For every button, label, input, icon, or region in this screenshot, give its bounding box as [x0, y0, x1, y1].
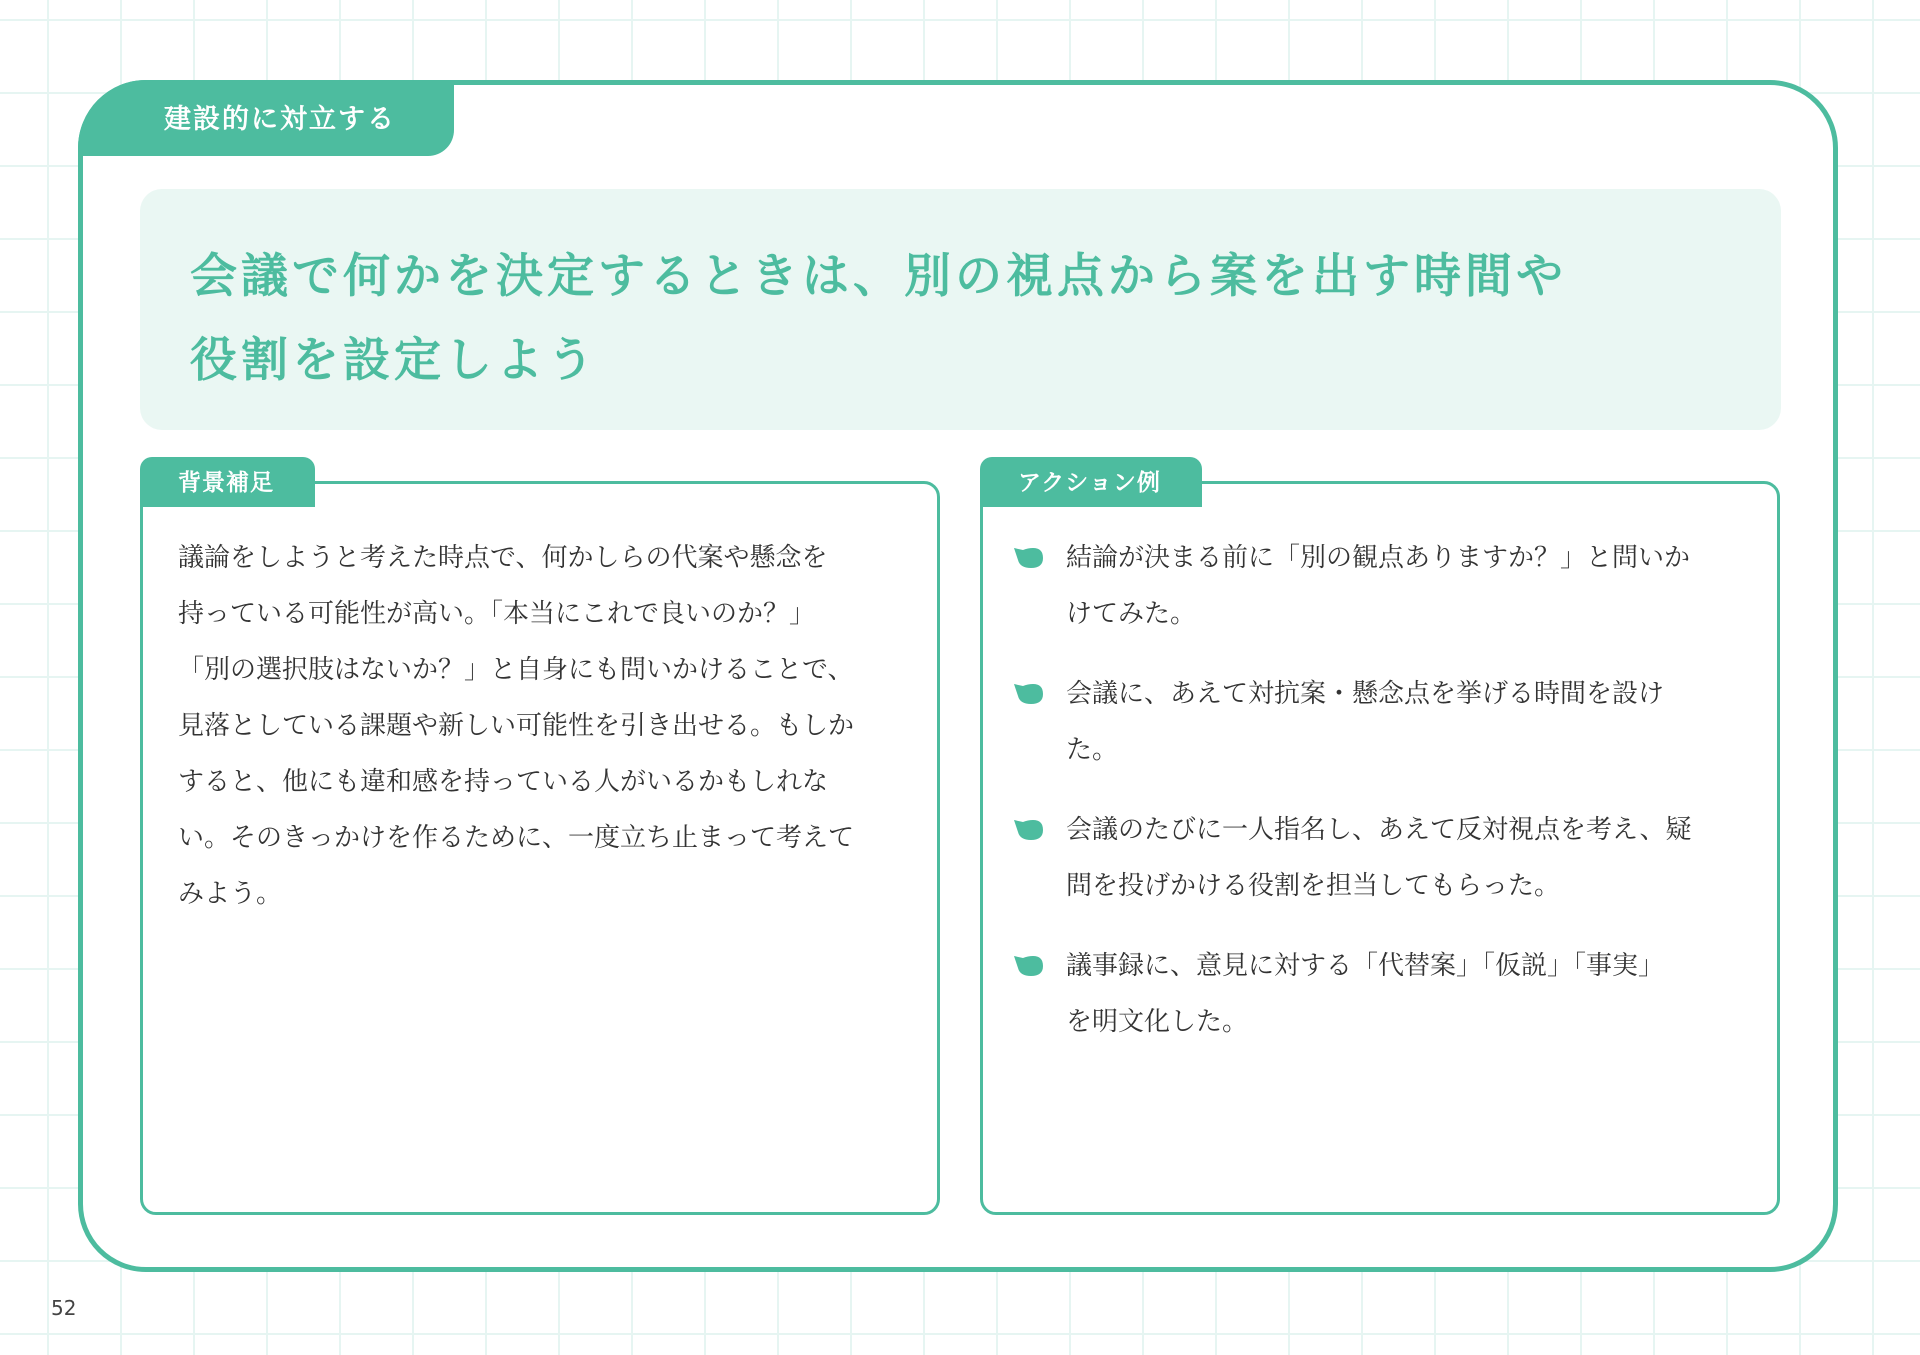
speech-bubble-icon — [1014, 818, 1044, 842]
speech-bubble-icon — [1014, 546, 1044, 570]
action-item-line: 問を投げかける役割を担当してもらった。 — [1066, 871, 1561, 901]
background-text-line: 見落としている課題や新しい可能性を引き出せる。もしか — [178, 711, 855, 741]
action-item — [1014, 802, 1764, 914]
background-text-line: 議論をしようと考えた時点で、何かしらの代案や懸念を — [178, 543, 828, 573]
action-item-line: 会議のたびに一人指名し、あえて反対視点を考え、疑 — [1066, 815, 1692, 845]
headline-line-1: 会議で何かを決定するときは、別の視点から案を出す時間や — [190, 249, 1567, 304]
background-text-line: 持っている可能性が高い。「本当にこれで良いのか？」 — [178, 599, 816, 629]
background-text-line: い。そのきっかけを作るために、一度立ち止まって考えて — [178, 823, 855, 853]
background-text-line: 「別の選択肢はないか？」と自身にも問いかけることで、 — [178, 655, 854, 685]
action-item — [1014, 530, 1764, 642]
background-text-line: すると、他にも違和感を持っている人がいるかもしれな — [178, 767, 829, 797]
headline-box — [140, 189, 1781, 430]
action-panel-title: アクション例 — [980, 457, 1202, 507]
action-item-line: 議事録に、意見に対する「代替案」「仮説」「事実」 — [1066, 951, 1665, 981]
background-text-line: みよう。 — [178, 879, 283, 909]
action-list — [1014, 530, 1764, 1074]
background-panel-title: 背景補足 — [140, 457, 315, 507]
action-item — [1014, 666, 1764, 778]
headline — [190, 235, 1733, 403]
action-item — [1014, 938, 1764, 1050]
action-item-line: けてみた。 — [1066, 599, 1197, 629]
action-item-line: 会議に、あえて対抗案・懸念点を挙げる時間を設け — [1066, 679, 1665, 709]
speech-bubble-icon — [1014, 954, 1044, 978]
action-item-line: を明文化した。 — [1066, 1007, 1249, 1037]
action-item-line: 結論が決まる前に「別の観点ありますか？」と問いか — [1066, 543, 1691, 573]
background-text — [178, 530, 913, 922]
action-item-line: た。 — [1066, 735, 1119, 765]
headline-line-2: 役割を設定しよう — [190, 333, 598, 388]
category-tab: 建設的に対立する — [78, 80, 454, 156]
speech-bubble-icon — [1014, 682, 1044, 706]
page-number: 52 — [51, 1296, 77, 1320]
